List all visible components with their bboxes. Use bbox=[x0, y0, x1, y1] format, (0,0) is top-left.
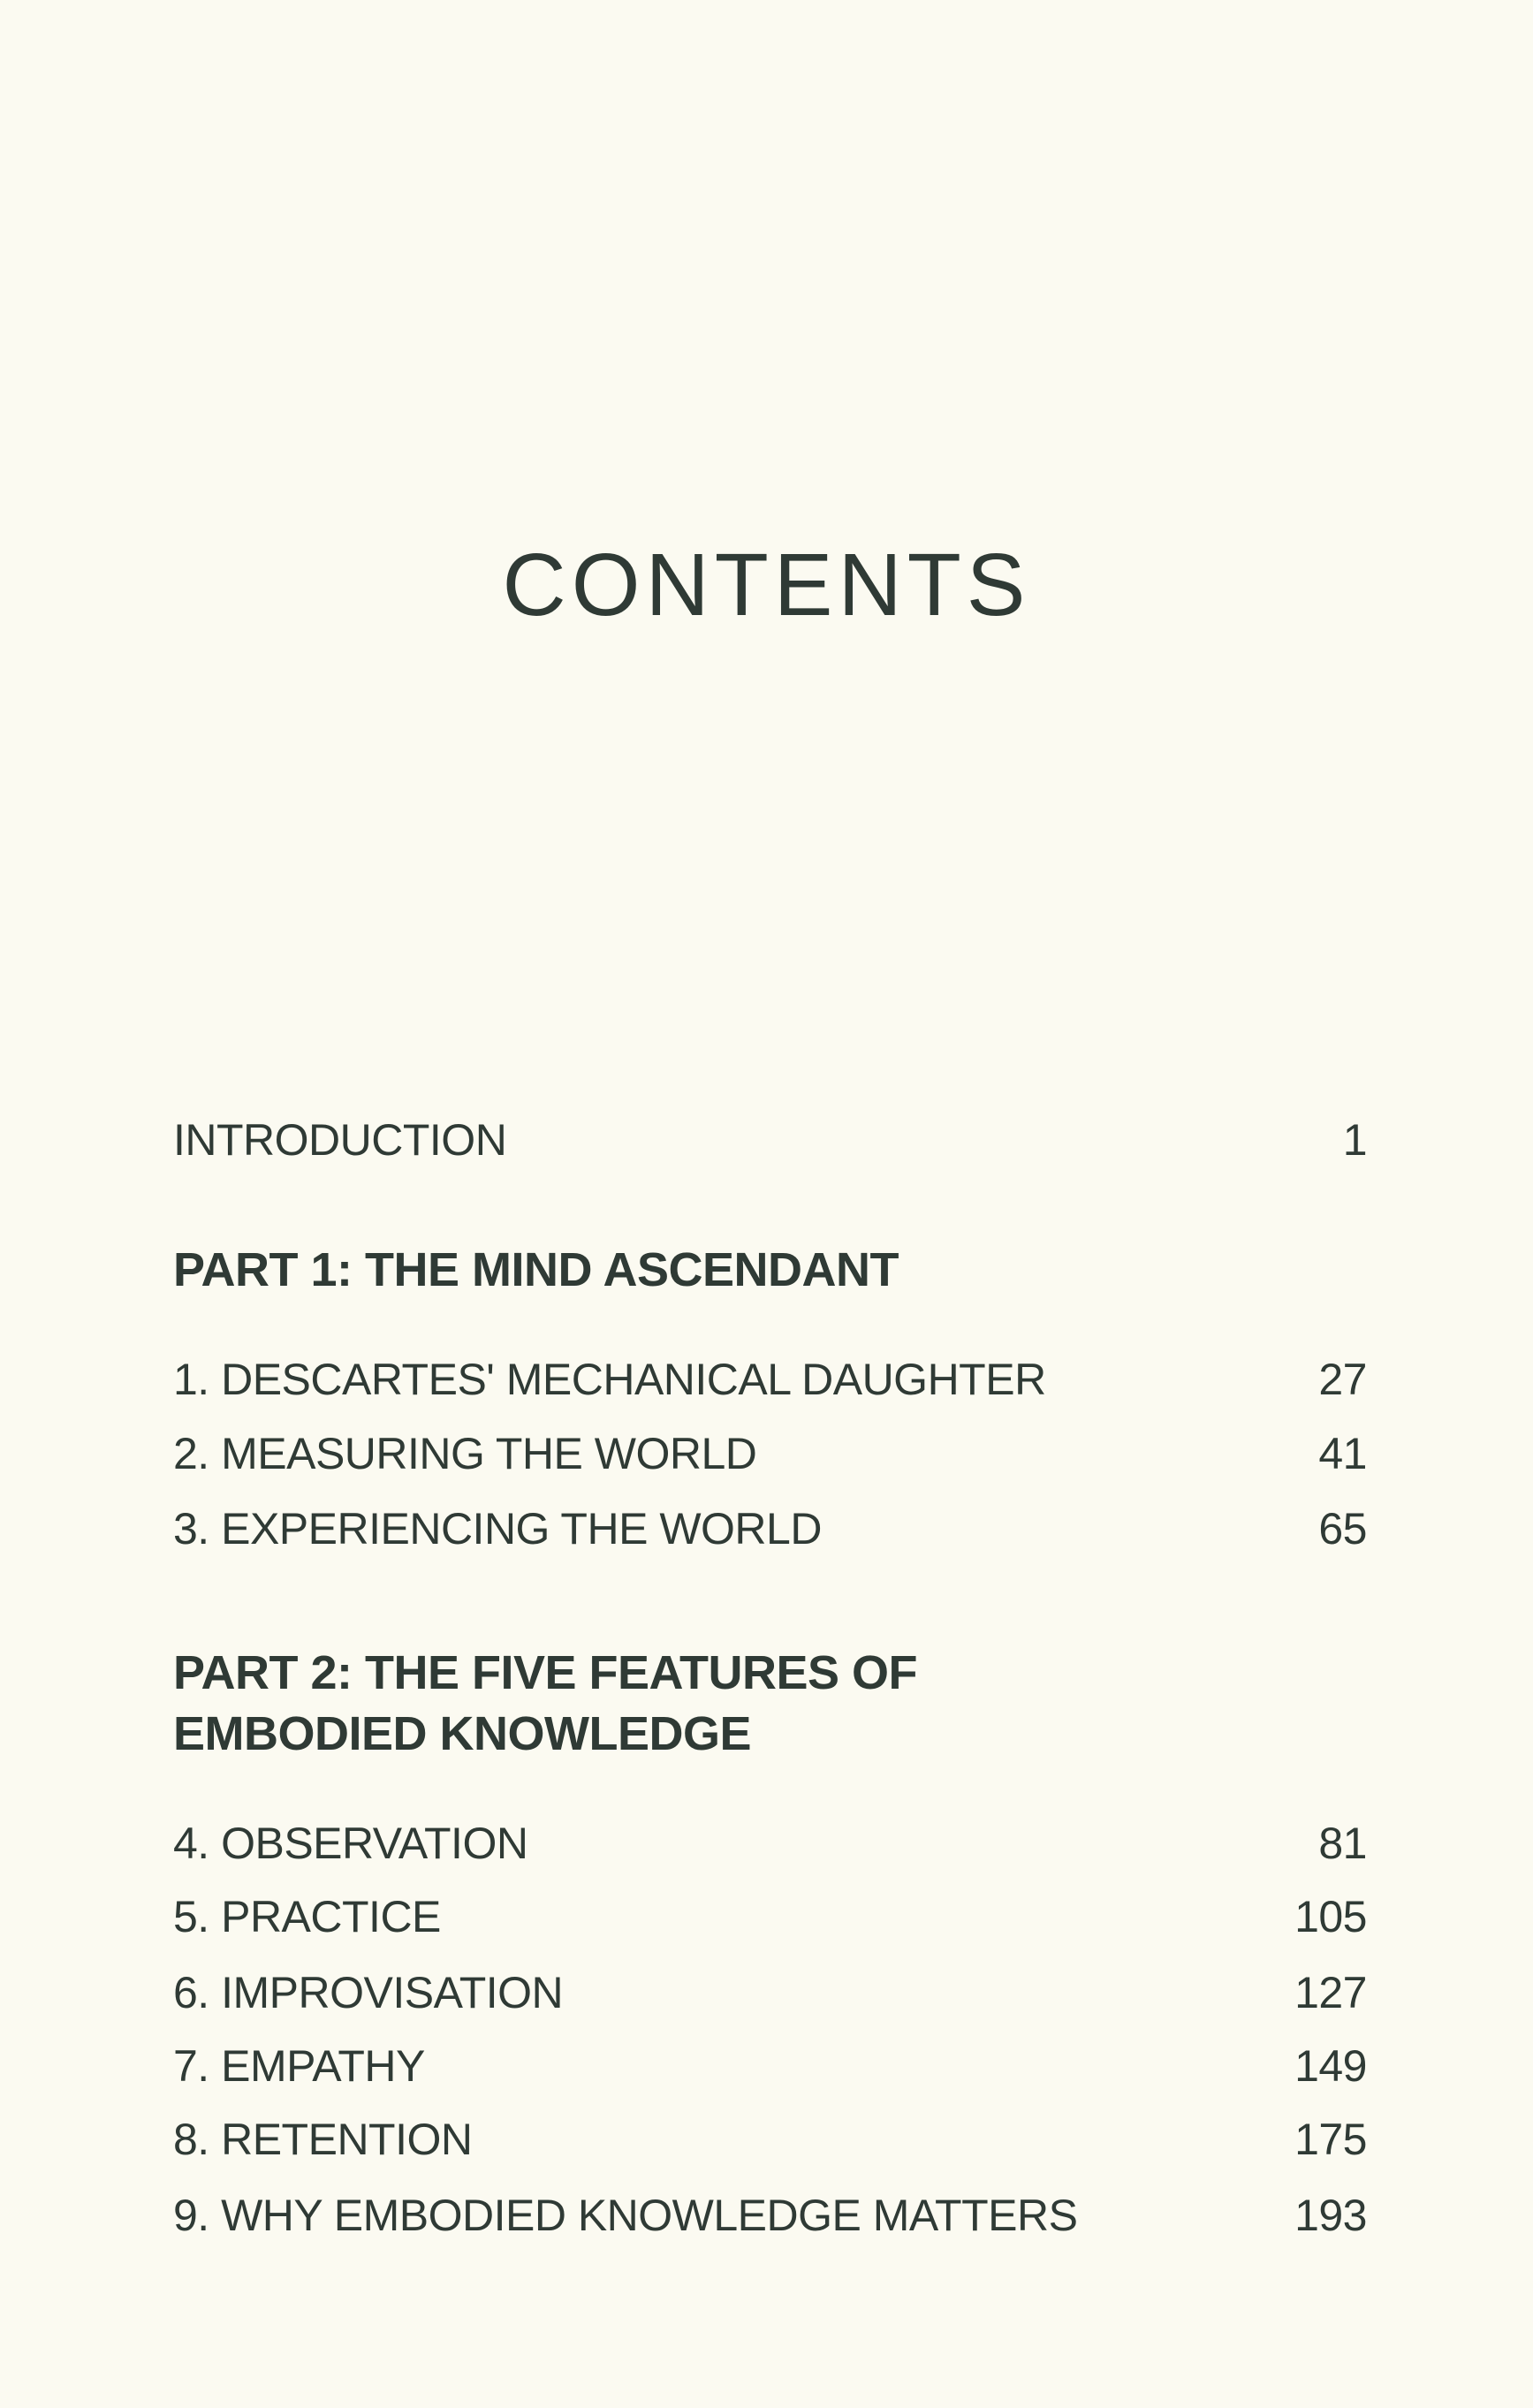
entry-page: 27 bbox=[1318, 1355, 1367, 1404]
toc-entry[interactable] bbox=[173, 1892, 1367, 1941]
entry-label: 2. MEASURING THE WORLD bbox=[173, 1429, 757, 1478]
entry-page: 105 bbox=[1294, 1892, 1367, 1941]
part-heading-1 bbox=[173, 1243, 899, 1307]
toc-entry[interactable] bbox=[173, 1504, 1367, 1553]
part-title-line: PART 2: THE FIVE FEATURES OF bbox=[173, 1646, 918, 1699]
toc-entry-introduction[interactable] bbox=[173, 1115, 1367, 1165]
toc-entry[interactable] bbox=[173, 2115, 1367, 2164]
entry-label: 4. OBSERVATION bbox=[173, 1819, 528, 1868]
entry-label: 7. EMPATHY bbox=[173, 2041, 425, 2091]
entry-label: 5. PRACTICE bbox=[173, 1892, 441, 1941]
toc-entry[interactable] bbox=[173, 2191, 1367, 2240]
entry-label: 8. RETENTION bbox=[173, 2115, 473, 2164]
entry-page: 81 bbox=[1318, 1819, 1367, 1868]
entry-page: 149 bbox=[1294, 2041, 1367, 2091]
part-title-line: EMBODIED KNOWLEDGE bbox=[173, 1707, 752, 1760]
entry-page: 193 bbox=[1294, 2191, 1367, 2240]
entry-page: 41 bbox=[1318, 1429, 1367, 1478]
page-title: CONTENTS bbox=[502, 536, 1031, 634]
entry-page: 1 bbox=[1342, 1115, 1367, 1165]
toc-entry[interactable] bbox=[173, 1429, 1367, 1478]
part-heading-2 bbox=[173, 1646, 918, 1771]
entry-label: 6. IMPROVISATION bbox=[173, 1968, 564, 2017]
entry-label: 3. EXPERIENCING THE WORLD bbox=[173, 1504, 822, 1553]
entry-label: INTRODUCTION bbox=[173, 1115, 507, 1165]
toc-entry[interactable] bbox=[173, 1819, 1367, 1868]
toc-entry[interactable] bbox=[173, 1968, 1367, 2017]
part-title-line: PART 1: THE MIND ASCENDANT bbox=[173, 1243, 899, 1296]
entry-label: 1. DESCARTES' MECHANICAL DAUGHTER bbox=[173, 1355, 1046, 1404]
entry-page: 175 bbox=[1294, 2115, 1367, 2164]
entry-page: 65 bbox=[1318, 1504, 1367, 1553]
toc-entry[interactable] bbox=[173, 2041, 1367, 2091]
entry-label: 9. WHY EMBODIED KNOWLEDGE MATTERS bbox=[173, 2191, 1078, 2240]
toc-entry[interactable] bbox=[173, 1357, 1367, 1402]
entry-page: 127 bbox=[1294, 1968, 1367, 2017]
